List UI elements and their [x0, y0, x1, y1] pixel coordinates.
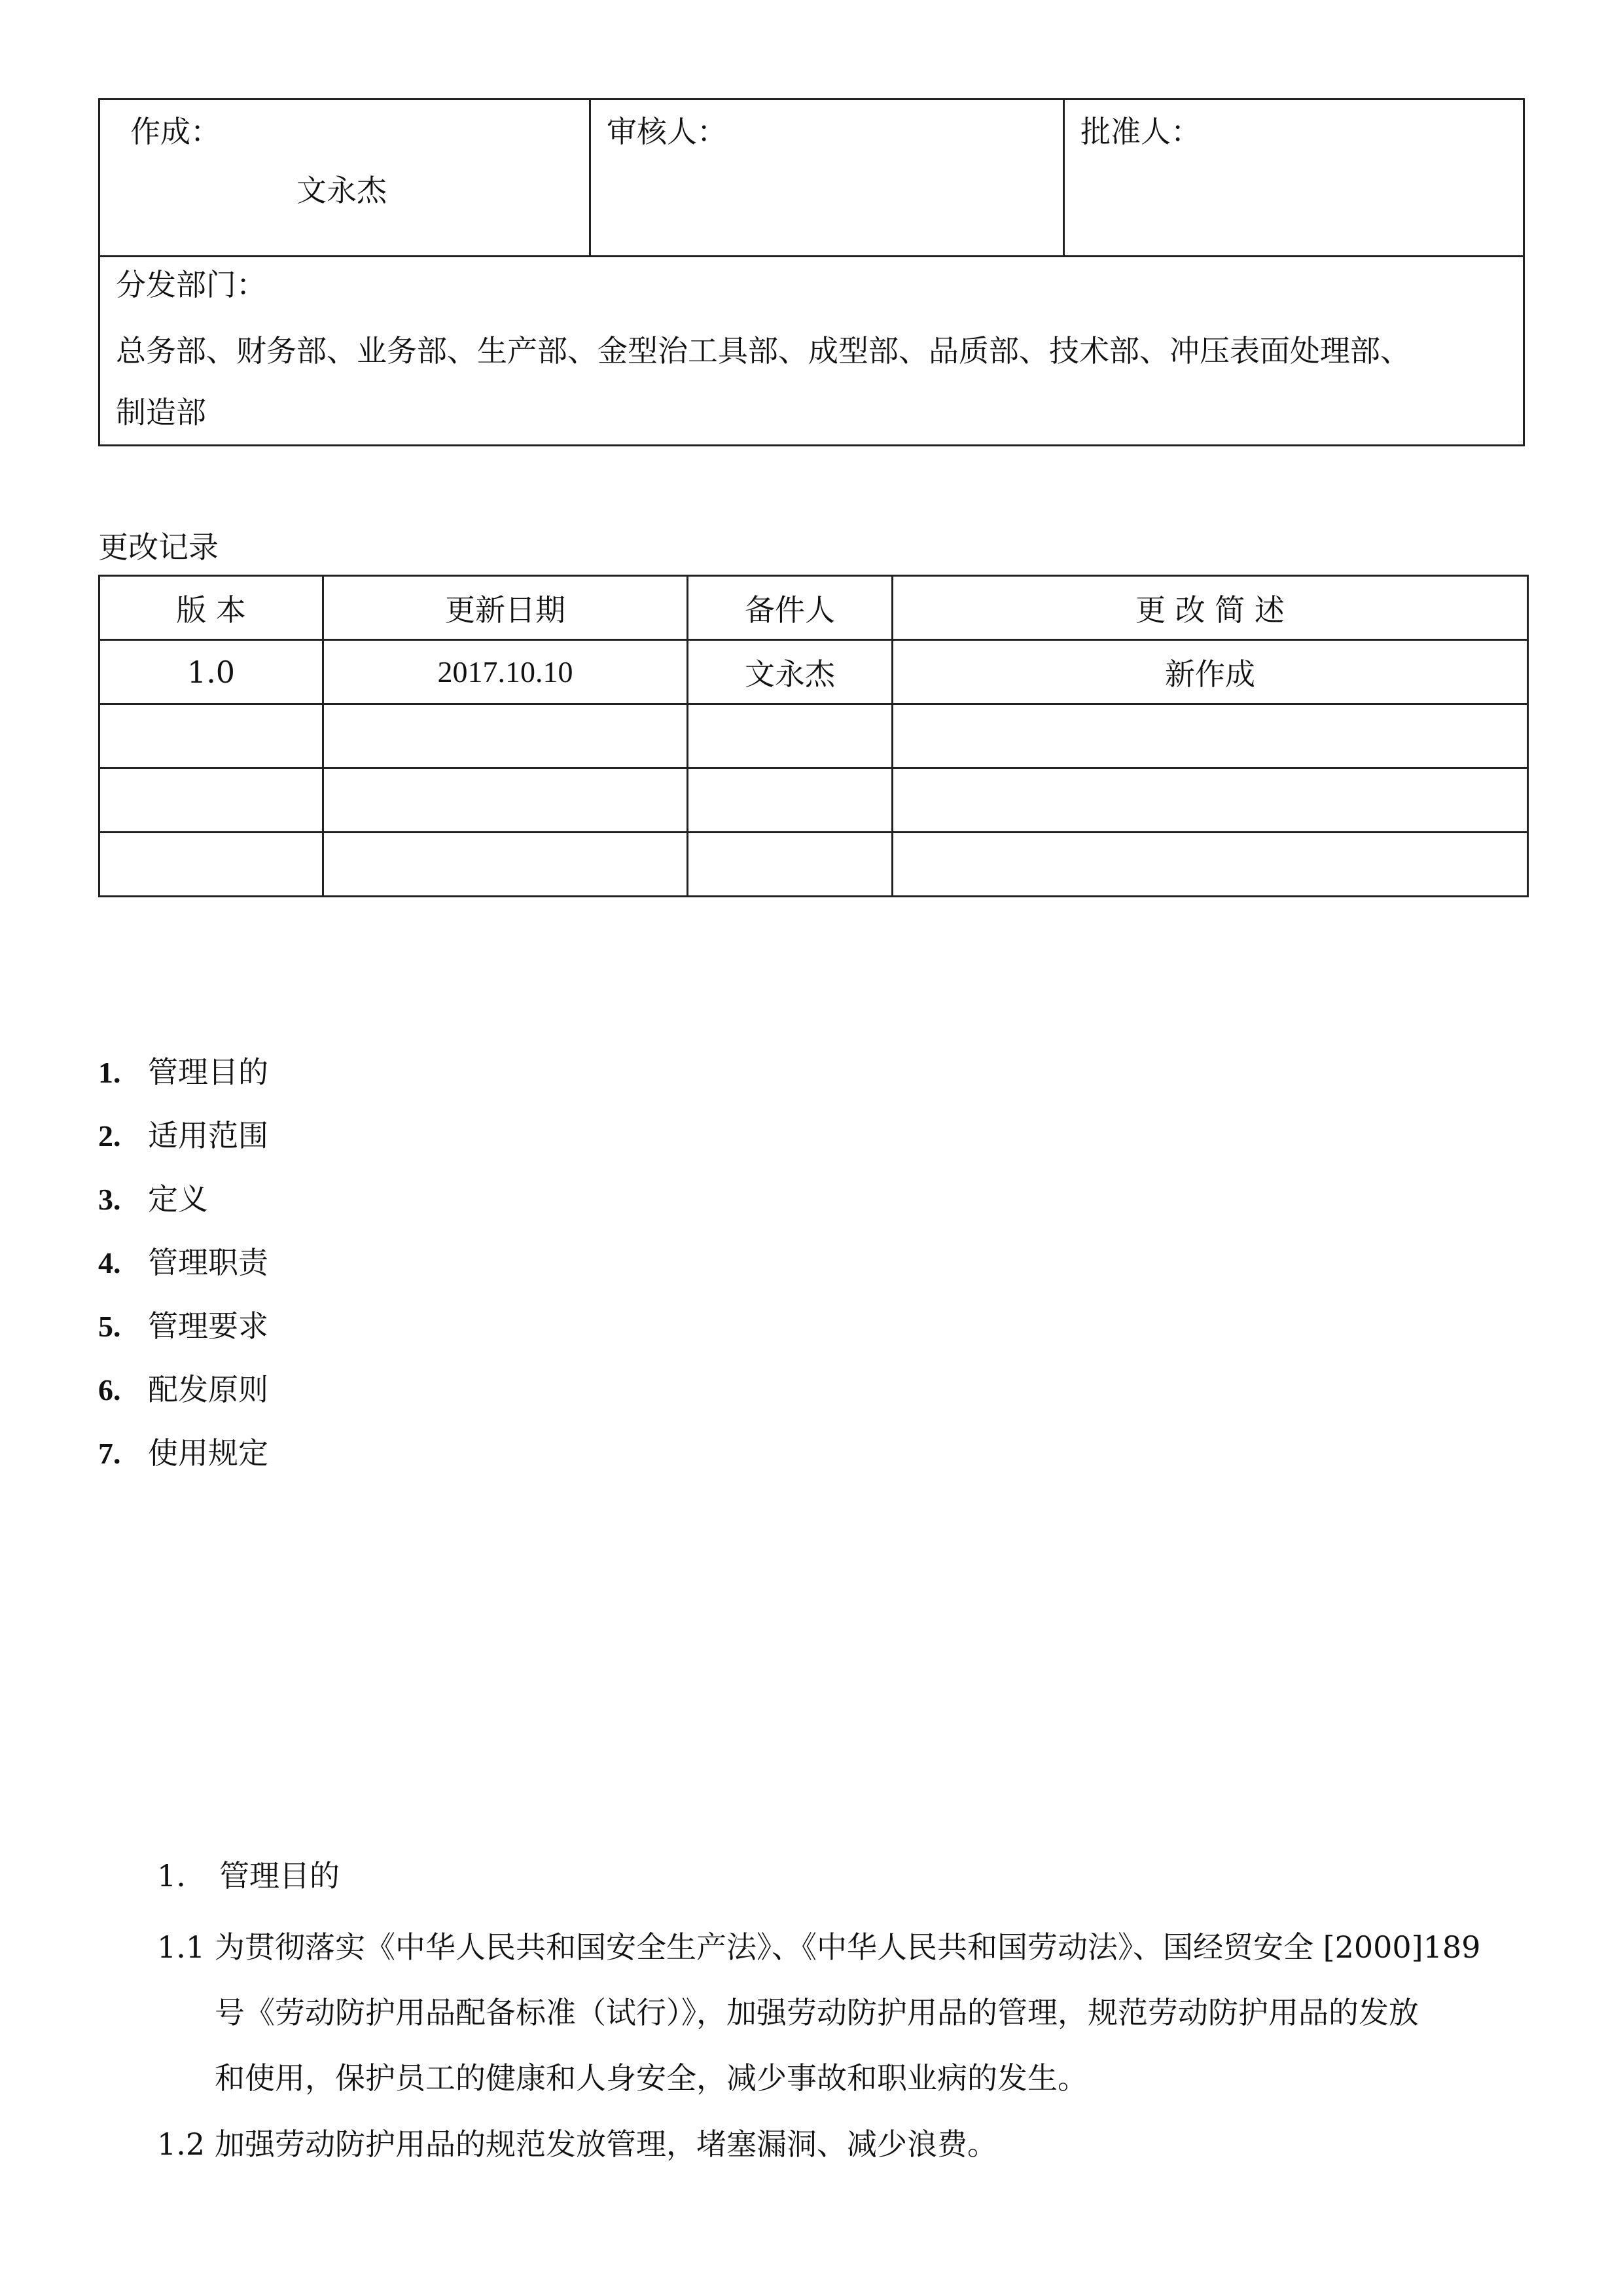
- list-item: [98, 1168, 268, 1231]
- reviewer-cell: [591, 100, 1065, 255]
- cell-version: [99, 768, 323, 833]
- cell-editor: [688, 704, 893, 768]
- list-item-text: 管理要求: [148, 1308, 268, 1344]
- approver-cell: [1065, 100, 1525, 255]
- cell-update-date: 2017.10.10: [323, 640, 688, 704]
- cell-version: [99, 833, 323, 897]
- clause-line: 为贯彻落实《中华人民共和国安全生产法》、《中华人民共和国劳动法》、国经贸安全 [2000]189: [215, 1929, 1481, 1965]
- list-item-number: 2.: [98, 1119, 121, 1153]
- cell-change-summary: [893, 704, 1528, 768]
- list-item: [98, 1358, 268, 1422]
- distribution-departments: [116, 320, 1516, 443]
- change-record-table: [98, 575, 1529, 897]
- clause-text: [215, 2111, 997, 2177]
- list-item: [98, 1104, 268, 1168]
- clause-number: 1.2: [157, 2126, 205, 2162]
- distribution-cell: [100, 257, 1523, 446]
- list-item-number: 7.: [98, 1437, 121, 1470]
- author-cell: [100, 100, 591, 255]
- cell-update-date: [323, 704, 688, 768]
- table-header-row: [99, 576, 1528, 640]
- cell-update-date: [323, 833, 688, 897]
- cell-version: [99, 704, 323, 768]
- table-row: [99, 640, 1528, 704]
- approver-label: 批准人：: [1080, 114, 1201, 149]
- author-label: 作成：: [130, 114, 221, 149]
- header-editor: 备件人: [688, 576, 893, 640]
- approval-table: [98, 98, 1525, 446]
- list-item-number: 1.: [98, 1056, 121, 1089]
- clause-1-2: [157, 2111, 1531, 2177]
- section-title: 管理目的: [219, 1858, 340, 1893]
- distribution-line: 总务部、财务部、业务部、生产部、金型治工具部、成型部、品质部、技术部、冲压表面处理部、: [116, 333, 1410, 368]
- contents-list: [98, 1041, 268, 1485]
- list-item-text: 管理目的: [148, 1054, 268, 1090]
- change-record-title: 更改记录: [98, 529, 219, 565]
- clause-line: 和使用，保护员工的健康和人身安全，减少事故和职业病的发生。: [215, 2060, 1088, 2096]
- list-item-text: 定义: [148, 1181, 208, 1217]
- clause-line: 号《劳动防护用品配备标准（试行）》，加强劳动防护用品的管理，规范劳动防护用品的发放: [215, 1995, 1419, 2030]
- cell-change-summary: [893, 768, 1528, 833]
- header-update-date: 更新日期: [323, 576, 688, 640]
- cell-change-summary: 新作成: [893, 640, 1528, 704]
- list-item-text: 管理职责: [148, 1245, 268, 1280]
- cell-update-date: [323, 768, 688, 833]
- cell-editor: [688, 833, 893, 897]
- table-row: [99, 833, 1528, 897]
- cell-change-summary: [893, 833, 1528, 897]
- distribution-line: 制造部: [116, 395, 206, 430]
- approval-signature-row: [100, 100, 1523, 257]
- author-name: 文永杰: [296, 173, 387, 208]
- header-version: 版 本: [99, 576, 323, 640]
- clause-1-1: [157, 1914, 1531, 2111]
- list-item: [98, 1231, 268, 1295]
- reviewer-label: 审核人：: [607, 114, 727, 149]
- cell-editor: [688, 768, 893, 833]
- list-item-text: 适用范围: [148, 1118, 268, 1153]
- table-row: [99, 704, 1528, 768]
- list-item-number: 6.: [98, 1373, 121, 1407]
- list-item-text: 配发原则: [148, 1372, 268, 1407]
- list-item: [98, 1041, 268, 1104]
- cell-version: 1.0: [99, 640, 323, 704]
- list-item: [98, 1422, 268, 1485]
- list-item-number: 5.: [98, 1310, 121, 1343]
- list-item: [98, 1295, 268, 1358]
- section-heading: [157, 1852, 340, 1895]
- clause-number: 1.1: [157, 1929, 205, 1965]
- list-item-number: 4.: [98, 1246, 121, 1280]
- section-number: 1.: [157, 1858, 186, 1893]
- list-item-number: 3.: [98, 1183, 121, 1216]
- header-change-summary: 更 改 简 述: [893, 576, 1528, 640]
- clause-text: [215, 1914, 1480, 2111]
- table-row: [99, 768, 1528, 833]
- cell-editor: 文永杰: [688, 640, 893, 704]
- clause-line: 加强劳动防护用品的规范发放管理，堵塞漏洞、减少浪费。: [215, 2126, 997, 2162]
- distribution-label: 分发部门：: [116, 267, 266, 302]
- list-item-text: 使用规定: [148, 1435, 268, 1471]
